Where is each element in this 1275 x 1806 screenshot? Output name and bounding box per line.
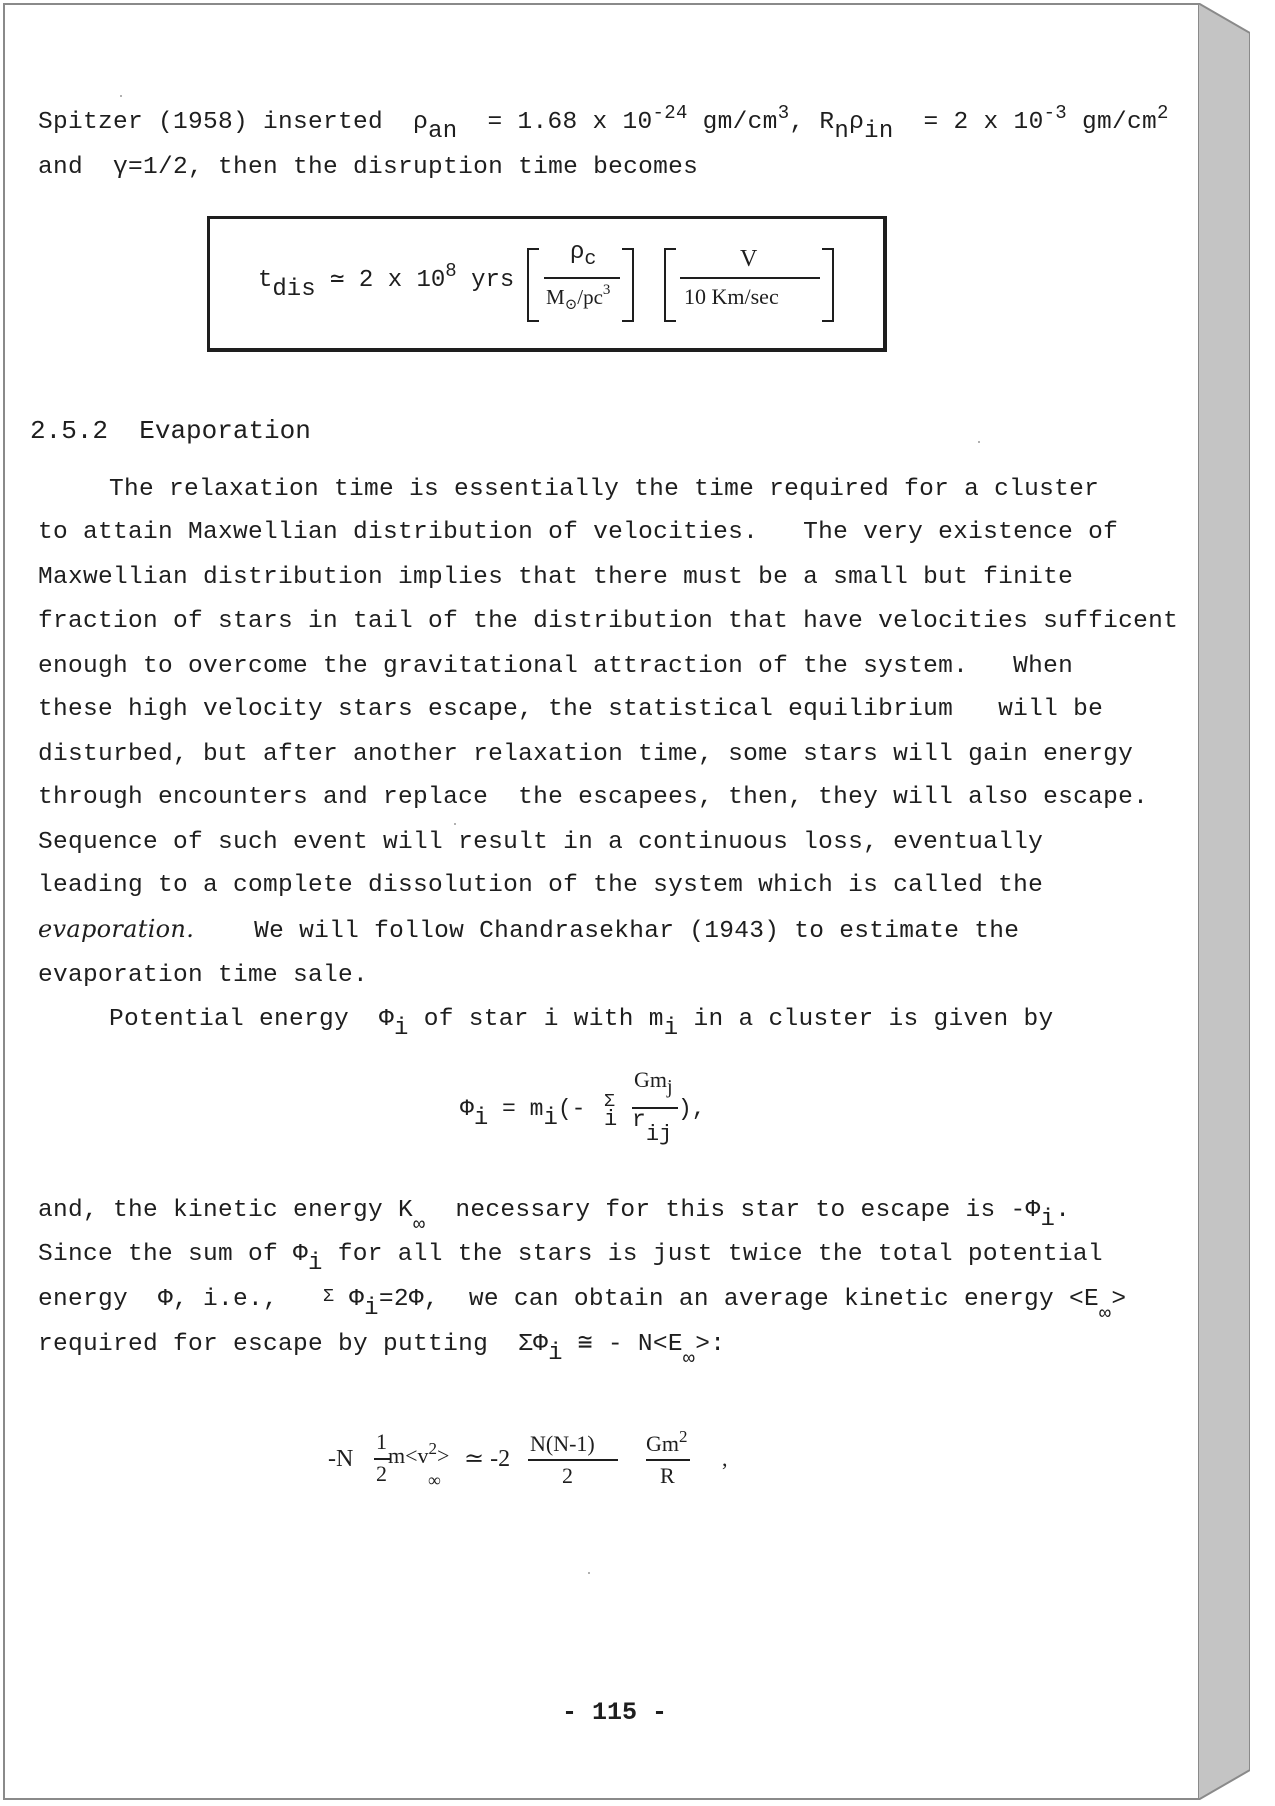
left-bracket-2 [662,247,680,323]
intro-line-1: Spitzer (1958) inserted ρan = 1.68 x $10^{-24}$ $gm/cm^3$, Rnρin = 2 x $10^{-3}$ $gm/cm^2$ [38,102,1169,145]
para3-line-4: required for escape by putting ΣΦi ≅ - $N<E_\infty>$: [38,1331,726,1371]
eq-kin-nn-num: N(N-1) [530,1431,595,1456]
frac1-denominator: $M_⊙/pc^3$ [546,282,611,313]
page-number: - 115 - [562,1698,668,1727]
para1-line-11: evaporation. We will follow Chandrasekhar (1943) to estimate the [38,915,1020,945]
right-bracket-2 [818,247,836,323]
eq-kin-half-den: 2 [376,1461,387,1486]
eq-kin-half-num: 1 [376,1429,387,1454]
intro-line-2: and γ=1/2, then the disruption time becomes [38,154,699,181]
para3-line-3: energy Φ, i.e., Σ Φi=2Φ, we can obtain an average kinetic energy $<E_\infty>$ [38,1286,1127,1326]
eq-kin-nn-bar [528,1459,618,1461]
eq-kin-nn-den: 2 [562,1463,573,1488]
scan-speck [454,823,456,825]
eq-kin-approx: ≃ -2 [464,1446,511,1472]
para1-line-4: fraction of stars in tail of the distribution that have velocities sufficent [38,608,1179,635]
right-bracket-1 [618,247,636,323]
section-heading: 2.5.2 Evaporation [30,416,311,446]
para2-line-1: Potential energy Φi of star i with mi in a cluster is given by [109,1006,1054,1042]
para1-line-10: leading to a complete dissolution of the system which is called the [38,872,1044,899]
page-edge-shadow [1198,3,1250,1800]
para1-line-8: through encounters and replace the escapees, then, they will also escape. [38,784,1149,811]
frac2-numerator: V [740,246,758,272]
eq-phi-close: ), [678,1096,706,1122]
para3-line-2: Since the sum of Φi for all the stars is just twice the total potential [38,1241,1103,1277]
eq-kin-g-den: R [660,1463,675,1488]
eq-phi-numerator: Gmj [634,1067,673,1098]
eq-phi-sigma: Σ [604,1092,615,1112]
scan-speck [120,95,122,97]
eq-kin-g-num: Gm$^2$ [646,1427,688,1456]
eq-kin-minusN: -N [328,1446,354,1472]
para1-line-12: evaporation time sale. [38,962,369,989]
para1-line-9: Sequence of such event will result in a continuous loss, eventually [38,829,1044,856]
frac2-bar [680,277,820,279]
eq-kin-g-bar [646,1459,690,1461]
eq-kin-inf: ∞ [428,1470,441,1490]
para1-line-1: The relaxation time is essentially the time required for a cluster [109,476,1100,503]
para1-line-7: disturbed, but after another relaxation time, some stars will gain energy [38,741,1134,768]
para3-line-1: and, the kinetic energy $K_\infty$ necessary for this star to escape is -Φi. [38,1197,1071,1237]
scan-speck [978,441,980,443]
frac1-bar [544,277,620,279]
boxed-equation [207,216,887,352]
para1-line-6: these high velocity stars escape, the statistical equilibrium will be [38,696,1104,723]
t-dis-term: tdis ≃ 2 x $10^8$ yrs [258,260,515,303]
para1-line-5: enough to overcome the gravitational attraction of the system. When [38,653,1074,680]
eq-phi-sigma-sub: i [604,1107,618,1132]
left-bracket-1 [525,247,543,323]
scan-speck [588,1572,590,1574]
para1-line-3: Maxwellian distribution implies that there must be a small but finite [38,564,1074,591]
eq-phi-lhs: Φi = mi(- [460,1096,600,1132]
frac2-denominator: 10 Km/sec [684,284,779,309]
eq-phi-denominator: rij [632,1107,673,1147]
eq-kin-mv: $m<v^2>$ [388,1439,450,1468]
eq-kin-comma: , [722,1446,728,1471]
frac1-numerator: $\rho_c$ [570,239,597,271]
para1-line-2: to attain Maxwellian distribution of velocities. The very existence of [38,519,1119,546]
